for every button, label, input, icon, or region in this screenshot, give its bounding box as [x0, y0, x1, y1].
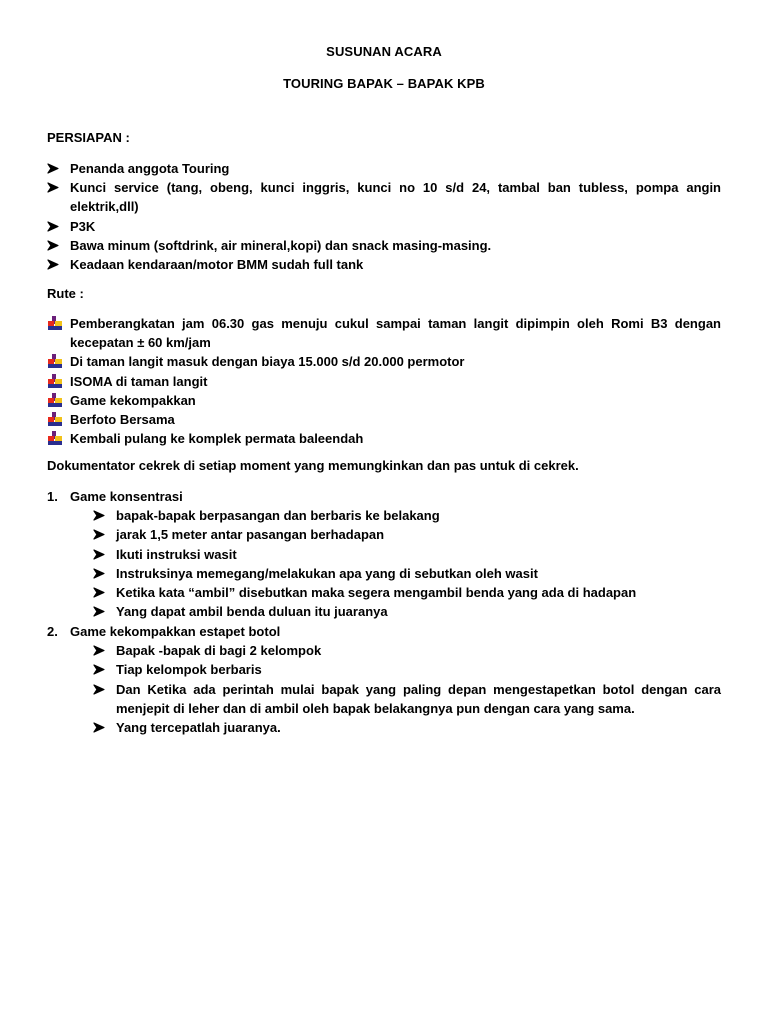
game-title: Game kekompakkan estapet botol — [70, 624, 281, 639]
game-number: 2. — [47, 624, 58, 639]
list-item — [93, 680, 721, 718]
quad-bullet-icon — [47, 372, 65, 391]
list-item — [47, 314, 721, 352]
arrow-bullet-icon — [93, 602, 111, 621]
list-item-text: Bawa minum (softdrink, air mineral,kopi) dan snack masing-masing. — [70, 237, 492, 253]
list-item — [93, 545, 721, 564]
list-item-text: bapak-bapak berpasangan dan berbaris ke belakang — [116, 508, 440, 524]
arrow-bullet-icon — [93, 525, 111, 544]
arrow-bullet-icon — [93, 545, 111, 564]
list-item — [47, 391, 721, 410]
list-item — [47, 178, 721, 216]
rute-heading: Rute : — [47, 286, 84, 301]
game-section-1 — [47, 487, 721, 621]
arrow-bullet-icon — [47, 159, 65, 178]
list-item — [47, 236, 721, 255]
game-title: Game konsentrasi — [70, 489, 183, 504]
list-item — [47, 372, 721, 391]
list-item-text: Yang tercepatlah juaranya. — [116, 720, 281, 736]
list-item — [93, 525, 721, 544]
list-item — [93, 641, 721, 660]
list-item — [47, 255, 721, 274]
list-item-text: Kembali pulang ke komplek permata baleendah — [70, 431, 364, 447]
document-title: SUSUNAN ACARA — [326, 44, 442, 59]
list-item — [47, 217, 721, 236]
list-item-text: jarak 1,5 meter antar pasangan berhadapan — [116, 527, 385, 543]
quad-bullet-icon — [47, 352, 65, 371]
list-item-text: Ikuti instruksi wasit — [116, 546, 237, 562]
game-rules-list — [93, 641, 721, 737]
arrow-bullet-icon — [47, 255, 65, 274]
quad-bullet-icon — [47, 391, 65, 410]
list-item-text: Bapak -bapak di bagi 2 kelompok — [116, 643, 322, 659]
list-item — [93, 506, 721, 525]
rute-list — [47, 314, 721, 448]
list-item-text: Instruksinya memegang/melakukan apa yang di sebutkan oleh wasit — [116, 565, 538, 581]
list-item — [93, 564, 721, 583]
list-item — [47, 352, 721, 371]
list-item — [47, 159, 721, 178]
arrow-bullet-icon — [47, 217, 65, 236]
persiapan-heading: PERSIAPAN : — [47, 130, 130, 145]
arrow-bullet-icon — [93, 564, 111, 583]
game-title-row — [47, 622, 721, 641]
game-title-row — [47, 487, 721, 506]
arrow-bullet-icon — [93, 718, 111, 737]
list-item-text: ISOMA di taman langit — [70, 373, 208, 389]
arrow-bullet-icon — [47, 236, 65, 255]
list-item-text: Ketika kata “ambil” disebutkan maka segera mengambil benda yang ada di hadapan — [116, 585, 637, 601]
arrow-bullet-icon — [93, 660, 111, 679]
dokumentator-note: Dokumentator cekrek di setiap moment yang memungkinkan dan pas untuk di cekrek. — [47, 458, 579, 473]
game-number: 1. — [47, 489, 58, 504]
list-item — [93, 583, 721, 602]
list-item — [47, 429, 721, 448]
list-item-text: Di taman langit masuk dengan biaya 15.000 s/d 20.000 permotor — [70, 354, 465, 370]
list-item — [93, 718, 721, 737]
quad-bullet-icon — [47, 429, 65, 448]
arrow-bullet-icon — [93, 506, 111, 525]
list-item-text: Yang dapat ambil benda duluan itu juaranya — [116, 604, 388, 620]
quad-bullet-icon — [47, 314, 65, 333]
arrow-bullet-icon — [93, 680, 111, 699]
list-item — [47, 410, 721, 429]
arrow-bullet-icon — [47, 178, 65, 197]
game-rules-list — [93, 506, 721, 621]
list-item-text: Keadaan kendaraan/motor BMM sudah full tank — [70, 257, 364, 273]
list-item-text: Berfoto Bersama — [70, 412, 175, 428]
list-item-text: Kunci service (tang, obeng, kunci inggris, kunci no 10 s/d 24, tambal ban tubless, pompa angin elektrik,dll) — [70, 180, 721, 215]
document-subtitle: TOURING BAPAK – BAPAK KPB — [283, 76, 485, 91]
game-section-2 — [47, 622, 721, 737]
list-item-text: P3K — [70, 218, 96, 234]
list-item-text: Tiap kelompok berbaris — [116, 662, 262, 678]
persiapan-list — [47, 159, 721, 274]
quad-bullet-icon — [47, 410, 65, 429]
list-item-text: Penanda anggota Touring — [70, 161, 230, 176]
arrow-bullet-icon — [93, 583, 111, 602]
list-item-text: Pemberangkatan jam 06.30 gas menuju cukul sampai taman langit dipimpin oleh Romi B3 dengan kecepatan ± 60 km/jam — [70, 316, 721, 351]
list-item — [93, 602, 721, 621]
arrow-bullet-icon — [93, 641, 111, 660]
list-item-text: Game kekompakkan — [70, 392, 196, 408]
list-item-text: Dan Ketika ada perintah mulai bapak yang paling depan mengestapetkan botol dengan cara menjepit di leher dan di ambil oleh bapak belakangnya pun dengan cara yang sama. — [116, 681, 721, 716]
list-item — [93, 660, 721, 679]
